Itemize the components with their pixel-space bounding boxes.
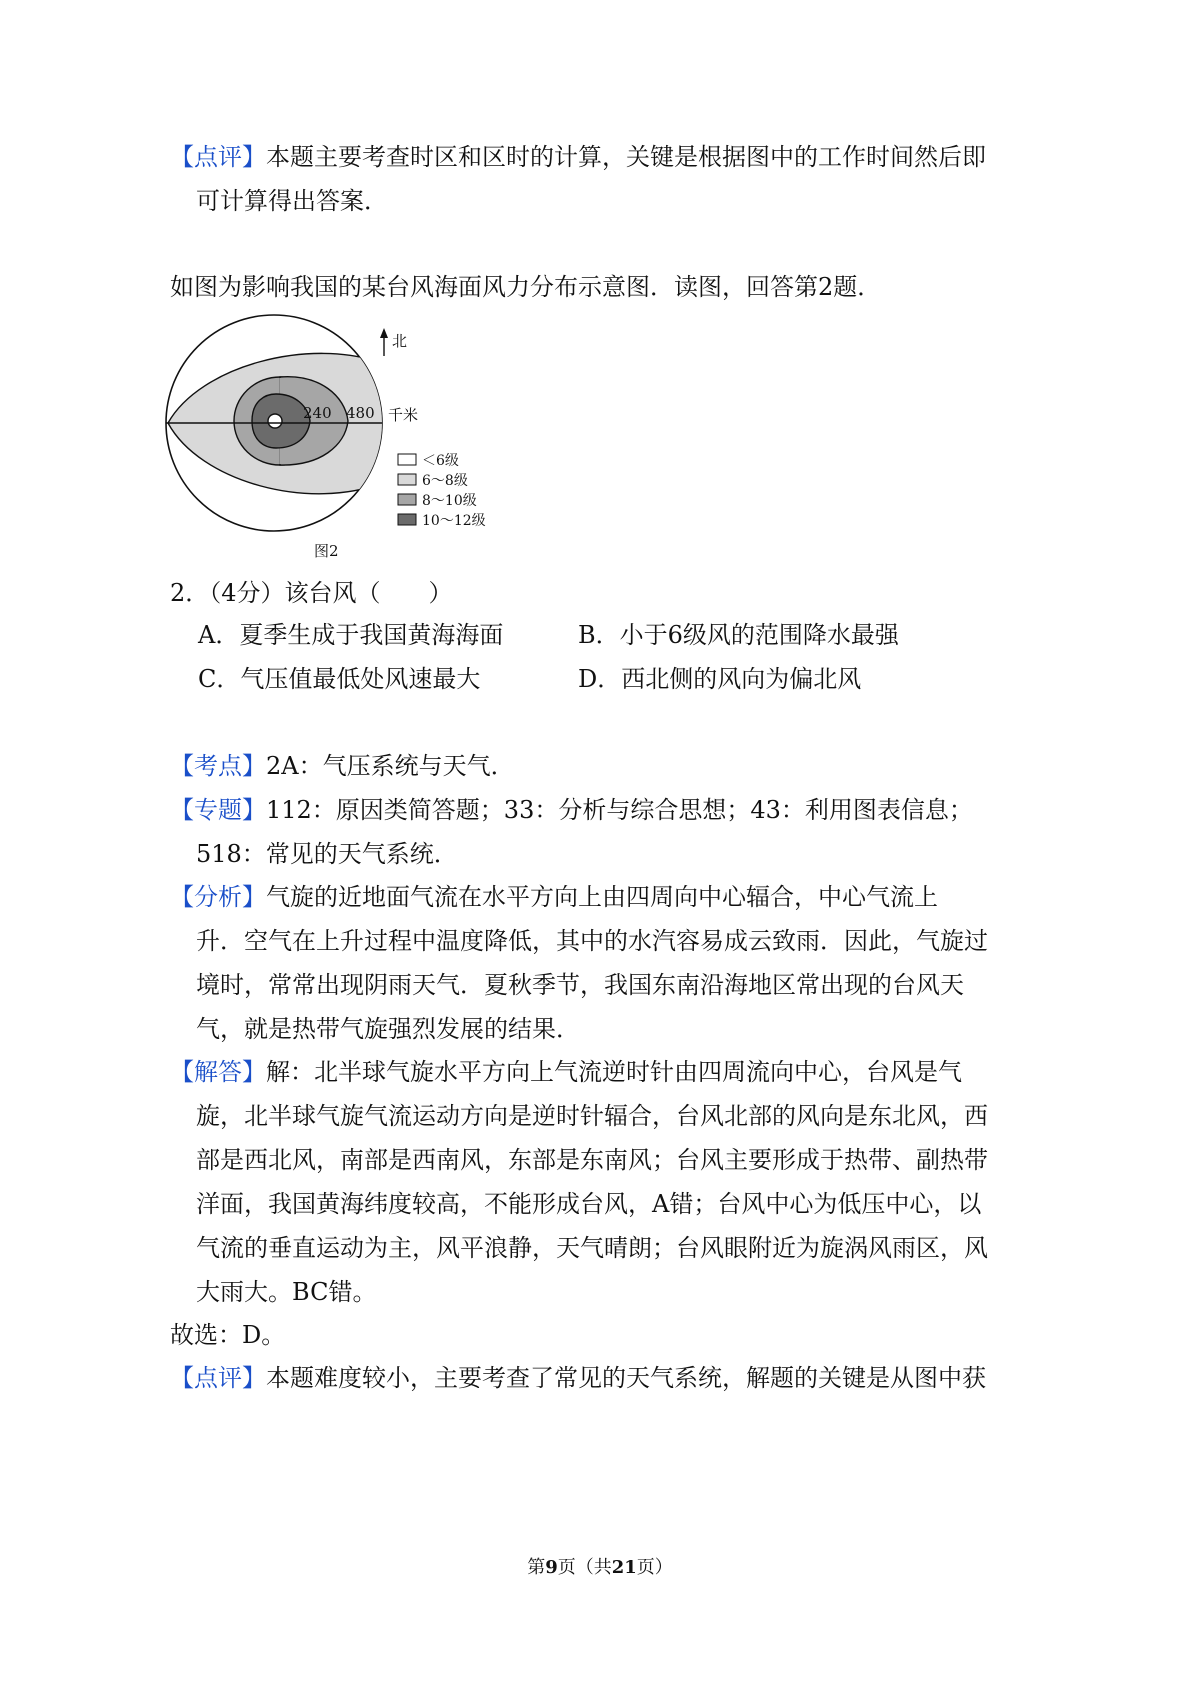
legend-label-lt6: ＜6级 — [422, 453, 459, 469]
page-footer — [0, 1556, 1200, 1580]
jieda-line-3: 部是西北风，南部是西南风，东部是东南风；台风主要形成于热带、副热带 — [196, 1146, 988, 1174]
zhuanti-paragraph — [170, 795, 973, 825]
review-paragraph-1 — [170, 142, 986, 172]
zhuanti-text: 112：原因类简答题；33：分析与综合思想；43：利用图表信息； — [266, 796, 973, 824]
footer-mid: 页（共 — [557, 1557, 612, 1578]
jieda-line-5: 气流的垂直运动为主，风平浪静，天气晴朗；台风眼附近为旋涡风雨区，风 — [196, 1234, 988, 1262]
footer-prefix: 第 — [527, 1557, 546, 1578]
distance-label-240: 240 — [303, 404, 332, 422]
fenxi-paragraph — [170, 882, 938, 912]
answer-line: 故选：D。 — [170, 1321, 286, 1349]
review2-tag: 【点评】 — [170, 1364, 266, 1392]
jieda-line-6: 大雨大。BC错。 — [196, 1278, 377, 1306]
typhoon-eye — [268, 414, 282, 428]
option-c: C．气压值最低处风速最大 — [198, 665, 481, 693]
fenxi-text: 气旋的近地面气流在水平方向上由四周向中心辐合，中心气流上 — [266, 883, 938, 911]
legend-swatch-10-12 — [398, 514, 416, 525]
legend-swatch-6-8 — [398, 474, 416, 485]
option-a: A．夏季生成于我国黄海海面 — [198, 621, 504, 649]
review-text-continued: 可计算得出答案． — [196, 187, 388, 215]
jieda-paragraph — [170, 1057, 962, 1087]
jieda-line-2: 旋，北半球气旋气流运动方向是逆时针辐合，台风北部的风向是东北风，西 — [196, 1102, 988, 1130]
zhuanti-text-continued: 518：常见的天气系统． — [196, 840, 458, 868]
fenxi-line-3: 境时，常常出现阴雨天气．夏秋季节，我国东南沿海地区常出现的台风天 — [196, 971, 964, 999]
distance-unit: 千米 — [388, 406, 419, 424]
review2-text: 本题难度较小，主要考查了常见的天气系统，解题的关键是从图中获 — [266, 1364, 986, 1392]
legend-label-10-12: 10～12级 — [422, 513, 486, 529]
footer-page-number: 9 — [545, 1557, 558, 1578]
option-d: D．西北侧的风向为偏北风 — [578, 665, 862, 693]
footer-suffix: 页） — [636, 1557, 673, 1578]
jieda-text: 解：北半球气旋水平方向上气流逆时针由四周流向中心，台风是气 — [266, 1058, 962, 1086]
fenxi-line-4: 气，就是热带气旋强烈发展的结果． — [196, 1015, 580, 1043]
kaodian-paragraph — [170, 751, 515, 781]
jieda-tag: 【解答】 — [170, 1058, 266, 1086]
kaodian-text: 2A：气压系统与天气． — [266, 752, 515, 780]
figure-caption: 图2 — [314, 542, 339, 560]
distance-label-480: 480 — [346, 404, 375, 422]
review-tag: 【点评】 — [170, 143, 266, 171]
review-text: 本题主要考查时区和区时的计算，关键是根据图中的工作时间然后即 — [266, 143, 986, 171]
question-intro: 如图为影响我国的某台风海面风力分布示意图．读图，回答第2题． — [170, 273, 882, 301]
legend-label-8-10: 8～10级 — [422, 493, 477, 509]
fenxi-tag: 【分析】 — [170, 883, 266, 911]
legend-label-6-8: 6～8级 — [422, 473, 468, 489]
option-b: B．小于6级风的范围降水最强 — [578, 621, 899, 649]
jieda-line-4: 洋面，我国黄海纬度较高，不能形成台风，A错；台风中心为低压中心，以 — [196, 1190, 982, 1218]
north-arrow-head — [380, 328, 388, 338]
fenxi-line-2: 升．空气在上升过程中温度降低，其中的水汽容易成云致雨．因此，气旋过 — [196, 927, 988, 955]
review-paragraph-2 — [170, 1363, 986, 1393]
legend — [398, 453, 486, 529]
kaodian-tag: 【考点】 — [170, 752, 266, 780]
footer-total-pages: 21 — [611, 1557, 637, 1578]
legend-swatch-8-10 — [398, 494, 416, 505]
question-stem: 2．（4分）该台风（ ） — [170, 579, 453, 607]
north-label: 北 — [392, 332, 408, 350]
zhuanti-tag: 【专题】 — [170, 796, 266, 824]
typhoon-wind-figure — [160, 306, 520, 568]
legend-swatch-lt6 — [398, 454, 416, 465]
